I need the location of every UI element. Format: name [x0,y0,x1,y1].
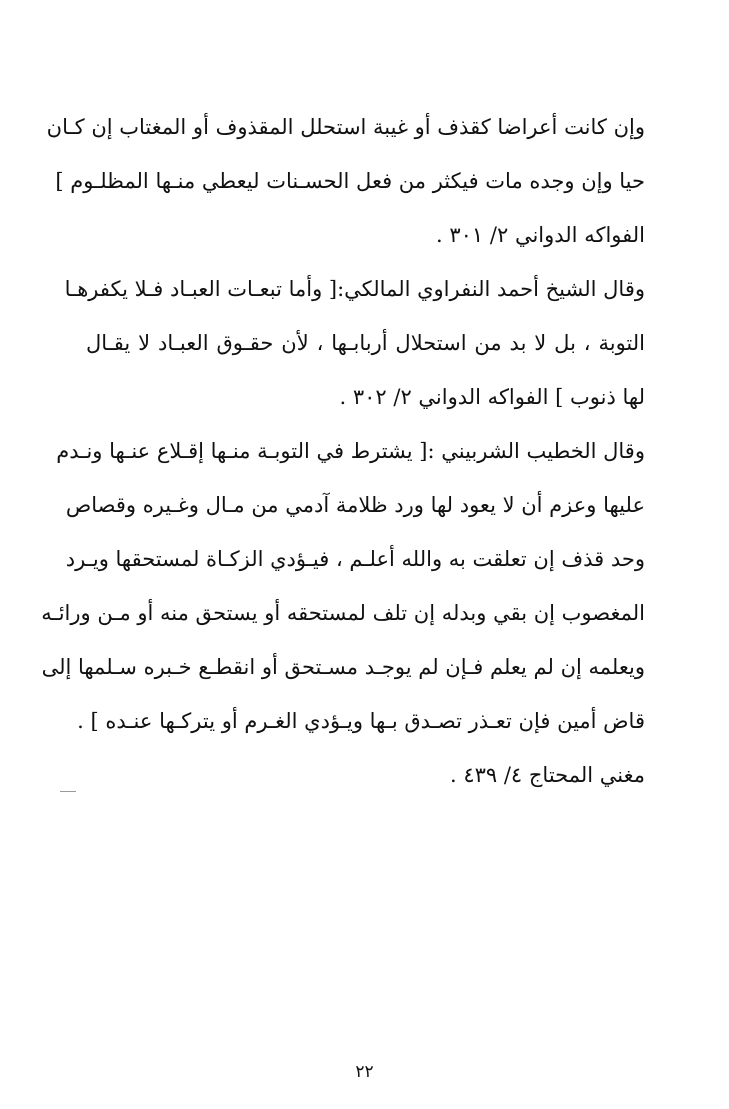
text-line-13: مغني المحتاج ٤/ ٤٣٩ . [449,763,645,787]
text-line-5: التوبة ، بل لا بد من استحلال أربابـها ، لأن حقـوق العبـاد لا يقـال [86,331,645,355]
text-line-12: قاض أمين فإن تعـذر تصـدق بـها ويـؤدي الغـرم أو يتركـها عنـده ] . [77,709,645,733]
text-line-10: المغصوب إن بقي وبدله إن تلف لمستحقه أو يستحق منه أو مـن ورائـه [41,601,645,625]
text-line-4: وقال الشيخ أحمد النفراوي المالكي:[ وأما تبعـات العبـاد فـلا يكفرهـا [64,277,645,301]
text-line-8: عليها وعزم أن لا يعود لها ورد ظلامة آدمي من مـال وغـيره وقصاص [65,493,645,517]
margin-mark [60,791,76,792]
text-line-6: لها ذنوب ] الفواكه الدواني ٢/ ٣٠٢ . [339,385,645,409]
text-line-1: وإن كانت أعراضا كقذف أو غيبة استحلل المقذوف أو المغتاب إن كـان [46,115,645,139]
text-line-3: الفواكه الدواني ٢/ ٣٠١ . [436,223,645,247]
text-line-9: وحد قذف إن تعلقت به والله أعلـم ، فيـؤدي الزكـاة لمستحقها ويـرد [65,547,645,571]
text-line-11: ويعلمه إن لم يعلم فـإن لم يوجـد مسـتحق أو انقطـع خـبره سـلمها إلى [41,655,645,679]
body-text [41,100,645,802]
page-number: ٢٢ [355,1062,374,1082]
text-line-2: حيا وإن وجده مات فيكثر من فعل الحسـنات ليعطي منـها المظلـوم ] [55,169,645,193]
text-line-7: وقال الخطيب الشربيني :[ يشترط في التوبـة منـها إقـلاع عنـها ونـدم [56,439,645,463]
